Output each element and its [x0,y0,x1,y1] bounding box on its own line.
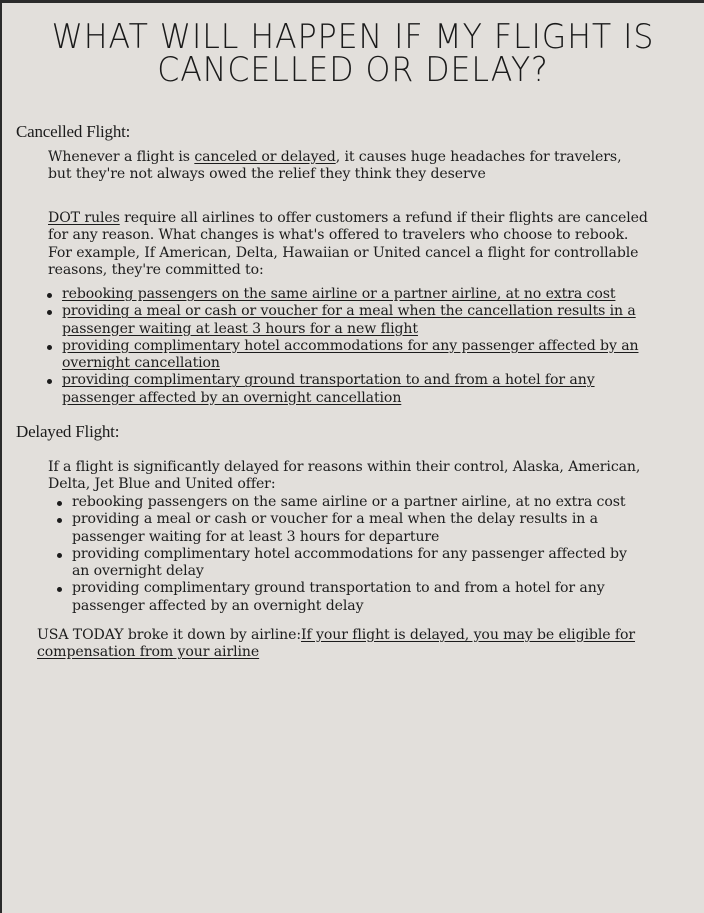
cancelled-item-link[interactable]: providing complimentary hotel accommodations for any passenger affected by an overnight cancellation [62,337,639,372]
delayed-item: rebooking passengers on the same airline or a partner airline, at no extra cost [72,494,626,510]
bullet-icon [57,501,62,506]
list-item [72,546,642,581]
dot-rules-text: require all airlines to offer customers a refund if their flights are canceled for any reason. What changes is what's offered to travelers who choose to rebook. [48,210,648,244]
delayed-item: providing complimentary hotel accommodations for any passenger affected by an overnight delay [72,545,627,580]
bullet-icon [47,379,52,384]
list-item [72,494,642,511]
bullet-icon [57,518,62,523]
page-title-line-2: CANCELLED OR DELAY? [157,50,549,90]
dot-rules-link[interactable]: DOT rules [48,210,120,226]
cancelled-list [62,286,642,407]
document-page [2,3,704,913]
usa-today-article-link[interactable]: If your flight is delayed, you may be eligible for compensation from your airline [37,627,636,661]
bullet-icon [47,310,52,315]
delayed-intro: If a flight is significantly delayed for reasons within their control, Alaska, American, Delta, Jet Blue and United offer: [48,459,641,493]
list-item [62,372,642,407]
list-item [62,286,642,303]
cancelled-item-link[interactable]: rebooking passengers on the same airline or a partner airline, at no extra cost [62,286,616,302]
delayed-list [72,494,642,615]
cancelled-intro-pre: Whenever a flight is [48,149,195,165]
list-item [62,338,642,373]
source-prefix: USA TODAY broke it down by airline: [37,627,302,643]
canceled-or-delayed-link[interactable]: canceled or delayed [194,149,336,165]
cancelled-example: For example, If American, Delta, Hawaiian or United cancel a flight for controllable reasons, they're committed to: [48,245,639,279]
list-item [62,303,642,338]
bullet-icon [57,587,62,592]
dot-rules-paragraph [48,210,648,245]
bullet-icon [47,293,52,298]
list-item [72,511,642,546]
page-title-line-1: WHAT WILL HAPPEN IF MY FLIGHT IS [51,17,655,57]
cancelled-intro [48,149,648,184]
delayed-item: providing a meal or cash or voucher for a meal when the delay results in a passenger waiting for at least 3 hours for departure [72,511,598,545]
source-paragraph [37,627,637,662]
cancelled-item-link[interactable]: providing complimentary ground transportation to and from a hotel for any passenger affected by an overnight cancellation [62,372,595,406]
cancelled-intro-post: , it causes huge headaches for travelers, but they're not always owed the relief they think they deserve [48,149,622,183]
bullet-icon [47,345,52,350]
cancelled-item-link[interactable]: providing a meal or cash or voucher for a meal when the cancellation results in a passenger waiting at least 3 hours for a new flight [62,303,636,337]
delayed-heading: Delayed Flight: [16,422,120,441]
list-item [72,580,642,615]
bullet-icon [57,553,62,558]
cancelled-heading: Cancelled Flight: [16,122,131,141]
delayed-item: providing complimentary ground transportation to and from a hotel for any passenger affected by an overnight delay [72,580,605,614]
page-title [27,17,680,90]
